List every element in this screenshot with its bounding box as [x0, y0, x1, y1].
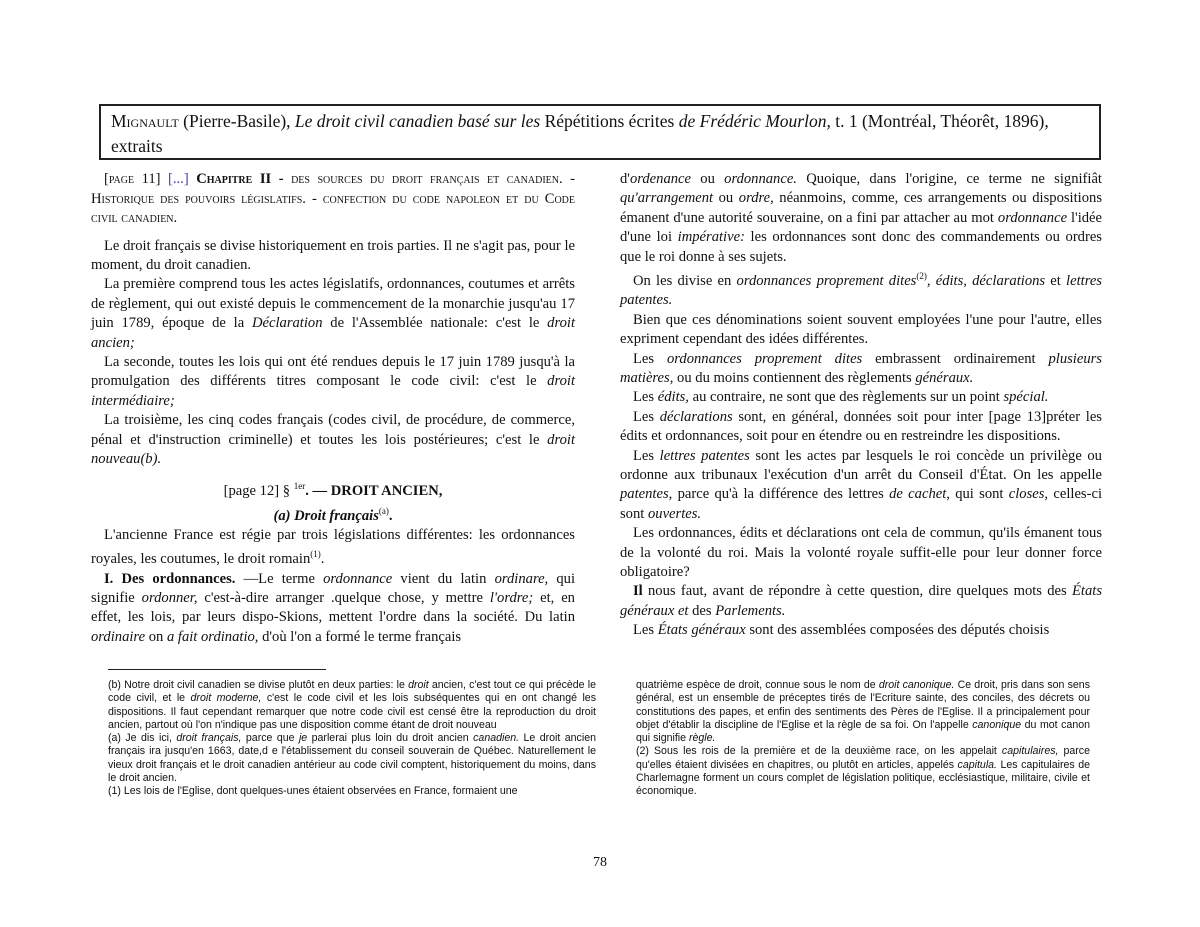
paragraph: On les divise en ordonnances proprement dites$^{(2)}$, édits, déclarations et lettres patentes.	[620, 271, 1102, 309]
chapter-title: Chapitre II -	[188, 171, 292, 187]
paragraph: La première comprend tous les actes législatifs, ordonnances, coutumes et arrêts de règlement, qui out existé depuis le commencement de la monarchie jusqu'au 17 juin 1789, époque de la Déclaration de l'Assemblée nationale: c'est le droit ancien;	[91, 276, 575, 351]
paragraph: Les déclarations sont, en général, données soit pour inter [page 13]préter les édits et ordonnances, soit pour en étendre ou en restreindre les dispositions.	[620, 408, 1102, 445]
paragraph: La troisième, les cinq codes français (codes civil, de procédure, de commerce, pénal et d'instruction criminelle) et toutes les lois postérieures; c'est le droit nouveau(b).	[91, 412, 575, 467]
paragraph: Les édits, au contraire, ne sont que des règlements sur un point spécial.	[633, 389, 1049, 406]
section-heading: [page 12] § $^{1er}$. — DROIT ANCIEN,	[223, 481, 443, 500]
paragraph: La seconde, toutes les lois qui ont été rendues depuis le 17 juin 1789 jusqu'à la promulgation des différents titres composant le code civil: c'est le droit intermédiaire;	[91, 353, 575, 409]
title-italic-2: de Frédéric Mourlon,	[678, 111, 831, 131]
page-number: 78	[593, 855, 607, 870]
footnote: (b) Notre droit civil canadien se divise plutôt en deux parties: le droit ancien, c'est tout ce qui précède le code civil, et le droit moderne, c'est le code civil et les lois subséquentes qui en ont changé les dispositions. Il faut cependant remarquer que notre code civil est censé être la reproduction du droit ancien, partout où l'on n'indique pas une disposition comme étant de droit nouveau	[108, 679, 596, 731]
paragraph: Les ordonnances proprement dites embrassent ordinairement plusieurs matières, ou du moins contiennent des règlements généraux.	[620, 350, 1102, 386]
right-column	[620, 170, 1102, 641]
paragraph: Les ordonnances, édits et déclarations ont cela de commun, qu'ils émanent tous de la volonté du roi. Mais la volonté royale suffit-elle pour leur donner force obligatoire?	[620, 525, 1102, 580]
footnote: (2) Sous les rois de la première et de la deuxième race, on les appelait capitulaires, parce qu'elles étaient divisées en chapitres, ou plutôt en articles, appelés capitula. Les capitulaires de Charlemagne forment un cours complet de législation politique, ecclésiastique, militaire, civile et économique.	[636, 745, 1090, 798]
ellipsis-link[interactable]: [...]	[168, 171, 189, 187]
paragraph: I. Des ordonnances. —Le terme ordonnance vient du latin ordinare, qui signifie ordonner, c'est-à-dire arranger .quelque chose, y mettre l'ordre; et, en effet, les lois, par leurs dispo-Skions, mettent l'ordre dans la société. Du latin ordinaire on a fait ordinatio, d'où l'on a formé le terme français	[91, 570, 576, 645]
paragraph: Les États généraux sont des assemblées composées des députés choisis	[633, 622, 1050, 639]
paragraph: Il nous faut, avant de répondre à cette question, dire quelques mots des États généraux et des Parlements.	[620, 583, 1102, 619]
citation-tail: t. 1 (Montréal, Théorêt, 1896), extraits	[111, 111, 1049, 156]
title-plain: Répétitions écrites	[540, 111, 679, 131]
paragraph: L'ancienne France est régie par trois législations différentes: les ordonnances royales, les coutumes, le droit romain$^{(1)}$.	[91, 526, 575, 568]
author-surname: Mignault	[111, 111, 179, 131]
author-given: (Pierre-Basile),	[178, 111, 295, 131]
footnote: quatrième espèce de droit, connue sous le nom de droit canonique. Ce droit, pris dans son sens général, est un ensemble de préceptes tirés de l'Ecriture sainte, des conciles, des décrets ou constitutions des papes, et enfin des sentiments des Pères de l'Eglise. Il a principalement pour objet d'établir la discipline de l'Eglise et la règle de sa foi. On l'appelle canonique du mot canon qui signifie règle.	[636, 679, 1090, 745]
footnotes-left	[108, 679, 596, 799]
page-ref: [page 11]	[104, 171, 169, 187]
paragraph: Le droit français se divise historiquement en trois parties. Il ne s'agit pas, pour le moment, du droit canadien.	[91, 237, 575, 273]
chapter-text: des sources du droit français et canadien. - Historique des pouvoirs législatifs. - confection du code napoleon et du Code civil canadien.	[91, 171, 576, 226]
footnotes-right	[636, 679, 1090, 799]
citation-header	[99, 104, 1101, 160]
left-column	[91, 170, 575, 647]
chapter-heading	[91, 170, 575, 229]
footnote: (1) Les lois de l'Eglise, dont quelques-unes étaient observées en France, formaient une	[108, 785, 518, 798]
title-italic: Le droit civil canadien basé sur les	[294, 111, 541, 131]
paragraph: Bien que ces dénominations soient souvent employées l'une pour l'autre, elles expriment cependant des idées différentes.	[620, 311, 1102, 348]
paragraph: d'ordenance ou ordonnance. Quoique, dans l'origine, ce terme ne signifiât qu'arrangement ou ordre, néanmoins, comme, ces arrangements ou dispositions émanent d'une autorité souveraine, on a fini par attacher au mot ordonnance l'idée d'une loi impérative: les ordonnances sont donc des commandements ou ordres que le roi donne à ses sujets.	[620, 171, 1102, 265]
footnote: (a) Je dis ici, droit français, parce que je parlerai plus loin du droit ancien canadien. Le droit ancien français ira jusqu'en 1663, date,d e l'établissement du conseil souverain de Québec. Naturellement le vieux droit français et le droit canadien antérieur au code civil comptent, historiquement du moins, dans le droit ancien.	[108, 732, 596, 785]
subsection-heading: (a) Droit français$^{(a)}$.	[273, 505, 393, 524]
paragraph: Les lettres patentes sont les actes par lesquels le roi concède un privilège ou ordonne aux tribunaux l'exécution d'un arrêt du Conseil d'État. On les appelle patentes, parce qu'à la différence des lettres de cachet, qui sont closes, celles-ci sont ouvertes.	[620, 447, 1102, 522]
footnote-rule	[108, 669, 326, 670]
